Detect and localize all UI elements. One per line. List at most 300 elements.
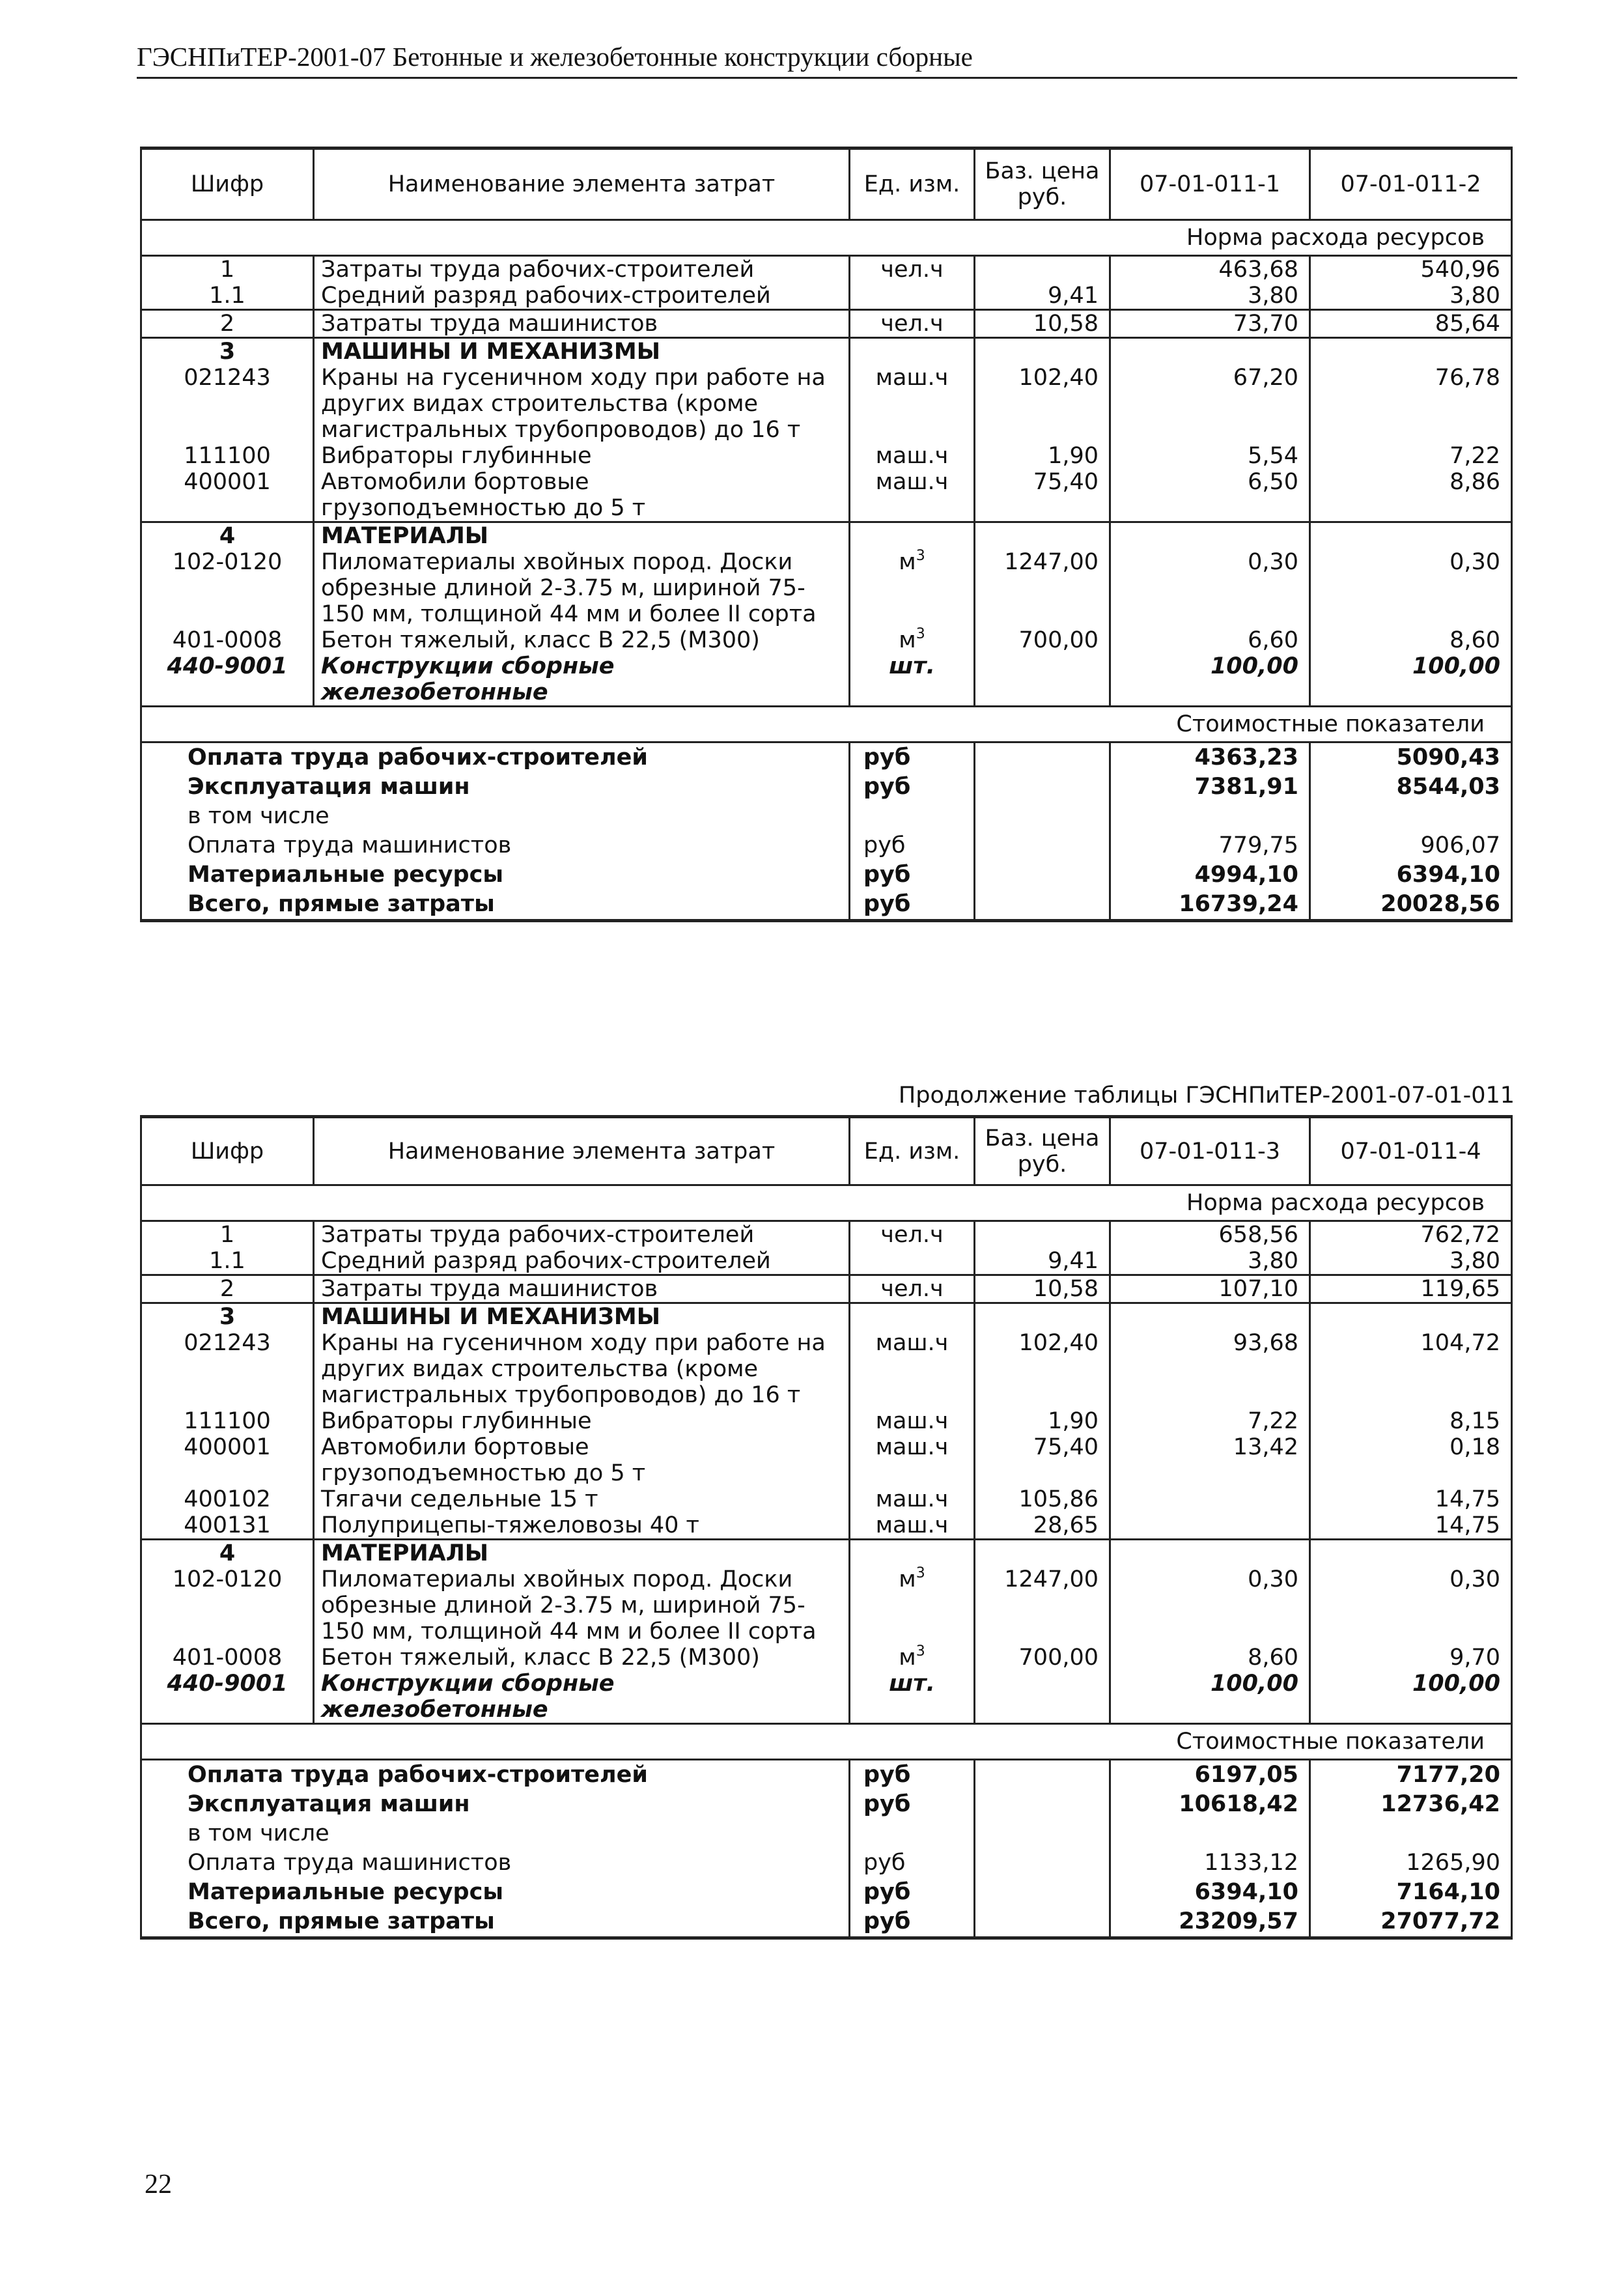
table-row	[141, 1434, 1512, 1486]
cost-value-a: 6197,05	[1110, 1760, 1310, 1790]
table-row	[141, 338, 1512, 365]
row-price-text: 75,40	[1033, 469, 1099, 495]
row-name-text: Краны на гусеничном ходу при работе на других видах строительства (кроме магистральных трубопроводов) до 16 т	[321, 1330, 826, 1408]
row-unit-text: чел.ч	[880, 311, 944, 337]
row-price-text: 1247,00	[1004, 549, 1099, 575]
table-row	[141, 1303, 1512, 1331]
row-code-text: 1	[219, 1222, 235, 1248]
cost-row	[141, 1760, 1512, 1790]
row-code	[141, 310, 314, 338]
row-code-text: 021243	[184, 1330, 271, 1356]
row-value-b-text: 0,30	[1449, 1566, 1500, 1592]
row-value-b	[1310, 1566, 1512, 1645]
row-name	[314, 1645, 850, 1671]
row-value-b	[1310, 1512, 1512, 1540]
cost-label: в том числе	[141, 1819, 850, 1848]
row-value-a-text: 3,80	[1248, 1248, 1298, 1274]
row-unit-text: маш.ч	[875, 1330, 949, 1356]
row-name	[314, 469, 850, 522]
row-value-a	[1110, 338, 1310, 365]
row-name-text: Затраты труда рабочих-строителей	[321, 1222, 755, 1248]
cost-price-empty	[975, 1760, 1110, 1790]
row-value-a	[1110, 365, 1310, 443]
row-value-b	[1310, 549, 1512, 627]
row-unit	[850, 310, 975, 338]
row-value-b-text: 540,96	[1420, 257, 1500, 283]
cost-value-a	[1110, 802, 1310, 831]
cost-price-empty	[975, 742, 1110, 773]
cost-value-b: 1265,90	[1310, 1848, 1512, 1878]
cost-label: Оплата труда машинистов	[141, 1848, 850, 1878]
row-code-text: 400001	[184, 1434, 271, 1460]
row-value-a	[1110, 627, 1310, 653]
row-name	[314, 627, 850, 653]
row-unit	[850, 522, 975, 550]
row-value-a	[1110, 1248, 1310, 1275]
cost-value-b: 5090,43	[1310, 742, 1512, 773]
row-name-text: Автомобили бортовые грузоподъемностью до 5 т	[321, 1434, 646, 1486]
cost-value-b: 7177,20	[1310, 1760, 1512, 1790]
cost-value-a	[1110, 1819, 1310, 1848]
row-value-b-text: 119,65	[1420, 1276, 1500, 1302]
row-value-a-text: 100,00	[1210, 653, 1298, 679]
row-code	[141, 338, 314, 365]
table-row	[141, 443, 1512, 469]
row-price-text: 700,00	[1018, 1645, 1099, 1671]
row-code-text: 021243	[184, 365, 271, 391]
row-value-a-text: 67,20	[1233, 365, 1298, 391]
cost-label: Эксплуатация машин	[141, 1790, 850, 1819]
table-row	[141, 549, 1512, 627]
row-value-b	[1310, 338, 1512, 365]
row-value-a	[1110, 443, 1310, 469]
row-value-a	[1110, 522, 1310, 550]
cost-price-empty	[975, 1790, 1110, 1819]
row-price	[975, 338, 1110, 365]
cost-price-empty	[975, 1878, 1110, 1907]
cost-label: Материальные ресурсы	[141, 1878, 850, 1907]
row-value-b-text: 762,72	[1420, 1222, 1500, 1248]
row-unit	[850, 443, 975, 469]
column-header-code: Шифр	[141, 1117, 314, 1185]
row-value-b	[1310, 1645, 1512, 1671]
row-code	[141, 1408, 314, 1434]
row-value-a-text: 6,60	[1248, 627, 1298, 653]
row-code	[141, 1330, 314, 1408]
row-name-text: Затраты труда машинистов	[321, 1276, 658, 1302]
row-name	[314, 1566, 850, 1645]
row-code-text: 4	[219, 1540, 236, 1566]
row-unit	[850, 1303, 975, 1331]
row-price	[975, 1303, 1110, 1331]
row-unit-text: м	[899, 627, 916, 653]
row-code-text: 1	[219, 257, 235, 283]
row-unit	[850, 1248, 975, 1275]
column-header-unit: Ед. изм.	[850, 148, 975, 220]
row-value-a	[1110, 1275, 1310, 1303]
row-value-b	[1310, 1303, 1512, 1331]
row-name-text: МАТЕРИАЛЫ	[321, 1540, 489, 1566]
cost-value-a: 16739,24	[1110, 890, 1310, 921]
row-value-b-text: 100,00	[1412, 653, 1500, 679]
section-label-norms	[141, 1185, 1512, 1221]
column-header-norm-b: 07-01-011-4	[1310, 1117, 1512, 1185]
norm-rows	[141, 256, 1512, 707]
row-code	[141, 522, 314, 550]
table-header-row	[141, 1117, 1512, 1185]
resource-table-2	[140, 1115, 1513, 1940]
row-value-b	[1310, 1408, 1512, 1434]
row-unit	[850, 1275, 975, 1303]
row-price-text: 9,41	[1048, 1248, 1099, 1274]
row-code	[141, 653, 314, 707]
column-header-name: Наименование элемента затрат	[314, 148, 850, 220]
row-name-text: Пиломатериалы хвойных пород. Доски обрезные длиной 2-3.75 м, шириной 75-150 мм, толщиной 44 мм и более II сорта	[321, 549, 817, 627]
row-price	[975, 549, 1110, 627]
row-code	[141, 1540, 314, 1567]
row-value-a	[1110, 1221, 1310, 1249]
table-row	[141, 256, 1512, 283]
row-name-text: Полуприцепы-тяжеловозы 40 т	[321, 1512, 699, 1538]
row-price	[975, 653, 1110, 707]
cost-label: Материальные ресурсы	[141, 860, 850, 890]
row-unit-text: маш.ч	[875, 1512, 949, 1538]
cost-price-empty	[975, 860, 1110, 890]
row-unit	[850, 1671, 975, 1724]
section-label-norms	[141, 220, 1512, 256]
row-name-text: Краны на гусеничном ходу при работе на других видах строительства (кроме магистральных трубопроводов) до 16 т	[321, 365, 826, 443]
norm-rows	[141, 1221, 1512, 1724]
cost-value-b	[1310, 802, 1512, 831]
cost-unit: руб	[850, 1907, 975, 1938]
row-price	[975, 1540, 1110, 1567]
row-code	[141, 1566, 314, 1645]
row-price	[975, 469, 1110, 522]
row-code-text: 440-9001	[167, 653, 288, 679]
column-header-code: Шифр	[141, 148, 314, 220]
cost-label: в том числе	[141, 802, 850, 831]
row-price	[975, 1275, 1110, 1303]
row-value-b-text: 14,75	[1435, 1512, 1500, 1538]
row-name-text: Средний разряд рабочих-строителей	[321, 283, 771, 309]
cost-price-empty	[975, 1907, 1110, 1938]
row-unit-text: шт.	[889, 653, 935, 679]
row-name-text: МАТЕРИАЛЫ	[321, 523, 489, 549]
cost-unit	[850, 1819, 975, 1848]
cost-unit: руб	[850, 1790, 975, 1819]
row-unit	[850, 627, 975, 653]
row-price	[975, 365, 1110, 443]
row-code	[141, 1303, 314, 1331]
row-price	[975, 1408, 1110, 1434]
table-row	[141, 1330, 1512, 1408]
row-name	[314, 256, 850, 283]
row-code	[141, 1486, 314, 1512]
row-name	[314, 522, 850, 550]
cost-value-b: 20028,56	[1310, 890, 1512, 921]
row-value-a	[1110, 1512, 1310, 1540]
row-name	[314, 1303, 850, 1331]
row-name-text: МАШИНЫ И МЕХАНИЗМЫ	[321, 339, 661, 365]
row-price	[975, 627, 1110, 653]
column-header-norm-a: 07-01-011-3	[1110, 1117, 1310, 1185]
cost-label: Всего, прямые затраты	[141, 1907, 850, 1938]
row-code	[141, 443, 314, 469]
cost-price-empty	[975, 1819, 1110, 1848]
cost-rows	[141, 1760, 1512, 1938]
row-code-text: 1.1	[209, 283, 245, 309]
table-row	[141, 627, 1512, 653]
row-price	[975, 1512, 1110, 1540]
row-price	[975, 1248, 1110, 1275]
row-value-b-text: 0,18	[1449, 1434, 1500, 1460]
row-code-text: 1.1	[209, 1248, 245, 1274]
row-unit	[850, 1645, 975, 1671]
cost-row	[141, 802, 1512, 831]
cost-label: Оплата труда рабочих-строителей	[141, 742, 850, 773]
row-name-text: Тягачи седельные 15 т	[321, 1486, 598, 1512]
row-code	[141, 1275, 314, 1303]
row-unit-text: маш.ч	[875, 443, 949, 469]
row-price	[975, 1645, 1110, 1671]
row-price	[975, 522, 1110, 550]
table-row	[141, 1275, 1512, 1303]
row-value-b	[1310, 1248, 1512, 1275]
row-code-text: 4	[219, 523, 236, 549]
cost-label: Эксплуатация машин	[141, 772, 850, 802]
row-name	[314, 338, 850, 365]
row-value-b	[1310, 522, 1512, 550]
row-unit	[850, 1566, 975, 1645]
row-value-a-text: 13,42	[1233, 1434, 1298, 1460]
row-name-text: Вибраторы глубинные	[321, 443, 592, 469]
row-price	[975, 1434, 1110, 1486]
row-name	[314, 653, 850, 707]
row-name	[314, 549, 850, 627]
row-value-a	[1110, 1645, 1310, 1671]
table-row	[141, 1221, 1512, 1249]
row-price-text: 75,40	[1033, 1434, 1099, 1460]
row-code-text: 102-0120	[172, 549, 283, 575]
row-value-b	[1310, 469, 1512, 522]
row-name-text: Пиломатериалы хвойных пород. Доски обрезные длиной 2-3.75 м, шириной 75-150 мм, толщиной 44 мм и более II сорта	[321, 1566, 817, 1645]
row-code-text: 2	[219, 1276, 235, 1302]
row-code	[141, 627, 314, 653]
cost-row	[141, 831, 1512, 860]
row-value-a-text: 5,54	[1248, 443, 1298, 469]
row-value-b	[1310, 1330, 1512, 1408]
row-name	[314, 365, 850, 443]
row-code	[141, 1512, 314, 1540]
row-value-b	[1310, 1275, 1512, 1303]
row-value-b-text: 104,72	[1420, 1330, 1500, 1356]
cost-value-a: 10618,42	[1110, 1790, 1310, 1819]
cost-value-a: 779,75	[1110, 831, 1310, 860]
row-value-b	[1310, 443, 1512, 469]
cost-price-empty	[975, 831, 1110, 860]
row-value-b-text: 85,64	[1435, 311, 1500, 337]
row-value-b-text: 8,60	[1449, 627, 1500, 653]
row-value-a	[1110, 283, 1310, 310]
row-price	[975, 310, 1110, 338]
cost-value-b: 12736,42	[1310, 1790, 1512, 1819]
column-header-name: Наименование элемента затрат	[314, 1117, 850, 1185]
cost-row	[141, 1819, 1512, 1848]
row-value-b	[1310, 1221, 1512, 1249]
table-row	[141, 1486, 1512, 1512]
row-value-b	[1310, 310, 1512, 338]
cost-label: Оплата труда рабочих-строителей	[141, 1760, 850, 1790]
cost-unit: руб	[850, 1878, 975, 1907]
row-name-text: Конструкции сборные железобетонные	[321, 1671, 615, 1723]
row-unit-text: маш.ч	[875, 1408, 949, 1434]
cost-value-b: 6394,10	[1310, 860, 1512, 890]
cost-row	[141, 1907, 1512, 1938]
cost-price-empty	[975, 802, 1110, 831]
costs-label: Стоимостные показатели	[141, 1724, 1512, 1760]
row-unit	[850, 1434, 975, 1486]
row-price-text: 10,58	[1033, 1276, 1099, 1302]
row-value-a-text: 93,68	[1233, 1330, 1298, 1356]
row-price	[975, 1221, 1110, 1249]
row-value-a	[1110, 549, 1310, 627]
table-row	[141, 522, 1512, 550]
cost-unit: руб	[850, 1760, 975, 1790]
row-name	[314, 1221, 850, 1249]
row-value-b-text: 7,22	[1449, 443, 1500, 469]
row-unit-text: чел.ч	[880, 1222, 944, 1248]
row-name	[314, 310, 850, 338]
row-value-a-text: 6,50	[1248, 469, 1298, 495]
row-code	[141, 1221, 314, 1249]
row-price-text: 9,41	[1048, 283, 1099, 309]
unit-superscript: 3	[916, 1645, 925, 1660]
row-value-b-text: 76,78	[1435, 365, 1500, 391]
cost-rows	[141, 742, 1512, 921]
row-value-a	[1110, 310, 1310, 338]
row-value-b-text: 0,30	[1449, 549, 1500, 575]
row-price	[975, 443, 1110, 469]
row-price-text: 10,58	[1033, 311, 1099, 337]
column-header-price: Баз. цена руб.	[975, 148, 1110, 220]
row-value-b	[1310, 1434, 1512, 1486]
table-row	[141, 1671, 1512, 1724]
row-value-b	[1310, 365, 1512, 443]
table-row	[141, 365, 1512, 443]
cost-value-a: 4994,10	[1110, 860, 1310, 890]
cost-value-b: 8544,03	[1310, 772, 1512, 802]
unit-superscript: 3	[916, 1566, 925, 1581]
row-name	[314, 1486, 850, 1512]
cost-value-b	[1310, 1819, 1512, 1848]
row-value-a	[1110, 1671, 1310, 1724]
row-unit	[850, 1486, 975, 1512]
row-unit-text: чел.ч	[880, 257, 944, 283]
table-row	[141, 310, 1512, 338]
cost-unit: руб	[850, 772, 975, 802]
unit-superscript: 3	[916, 549, 925, 564]
column-header-norm-b: 07-01-011-2	[1310, 148, 1512, 220]
row-name	[314, 1408, 850, 1434]
row-unit-text: шт.	[889, 1671, 935, 1697]
row-unit-text: маш.ч	[875, 1434, 949, 1460]
row-name-text: Бетон тяжелый, класс В 22,5 (М300)	[321, 1645, 760, 1671]
row-unit	[850, 1512, 975, 1540]
row-value-a	[1110, 256, 1310, 283]
row-unit	[850, 1330, 975, 1408]
row-value-b	[1310, 1540, 1512, 1567]
row-value-b-text: 100,00	[1412, 1671, 1500, 1697]
row-price-text: 1,90	[1048, 443, 1099, 469]
row-unit-text: м	[899, 549, 916, 575]
row-code	[141, 1434, 314, 1486]
row-name	[314, 1330, 850, 1408]
row-unit	[850, 653, 975, 707]
cost-value-b: 27077,72	[1310, 1907, 1512, 1938]
row-name	[314, 1512, 850, 1540]
cost-price-empty	[975, 890, 1110, 921]
row-name	[314, 1434, 850, 1486]
row-code-text: 2	[219, 311, 235, 337]
row-code	[141, 1671, 314, 1724]
table-row	[141, 283, 1512, 310]
row-unit	[850, 1540, 975, 1567]
row-value-b	[1310, 627, 1512, 653]
cost-value-a: 4363,23	[1110, 742, 1310, 773]
unit-superscript: 3	[916, 627, 925, 642]
row-code-text: 3	[219, 1304, 236, 1330]
row-code-text: 401-0008	[172, 1645, 283, 1671]
row-code	[141, 256, 314, 283]
row-name-text: Затраты труда машинистов	[321, 311, 658, 337]
cost-row	[141, 860, 1512, 890]
cost-unit: руб	[850, 890, 975, 921]
row-code	[141, 1248, 314, 1275]
cost-unit	[850, 802, 975, 831]
resource-table-1	[140, 147, 1513, 922]
row-value-a	[1110, 1540, 1310, 1567]
row-code	[141, 283, 314, 310]
cost-row	[141, 1848, 1512, 1878]
table-row	[141, 469, 1512, 522]
cost-label: Всего, прямые затраты	[141, 890, 850, 921]
row-unit	[850, 365, 975, 443]
cost-row	[141, 1878, 1512, 1907]
row-code-text: 440-9001	[167, 1671, 288, 1697]
row-value-b	[1310, 283, 1512, 310]
cost-unit: руб	[850, 831, 975, 860]
row-value-b	[1310, 653, 1512, 707]
row-code-text: 111100	[184, 443, 271, 469]
row-code-text: 401-0008	[172, 627, 283, 653]
table-row	[141, 1645, 1512, 1671]
row-value-a	[1110, 469, 1310, 522]
cost-price-empty	[975, 772, 1110, 802]
row-code-text: 400001	[184, 469, 271, 495]
continuation-note: Продолжение таблицы ГЭСНПиТЕР-2001-07-01-011	[898, 1082, 1515, 1109]
row-name	[314, 283, 850, 310]
row-value-a-text: 100,00	[1210, 1671, 1298, 1697]
row-price	[975, 1486, 1110, 1512]
row-value-a-text: 658,56	[1218, 1222, 1298, 1248]
cost-value-a: 7381,91	[1110, 772, 1310, 802]
cost-label: Оплата труда машинистов	[141, 831, 850, 860]
row-price	[975, 1566, 1110, 1645]
cost-row	[141, 772, 1512, 802]
row-code-text: 400102	[184, 1486, 271, 1512]
row-name-text: Затраты труда рабочих-строителей	[321, 257, 755, 283]
row-price-text: 28,65	[1033, 1512, 1099, 1538]
